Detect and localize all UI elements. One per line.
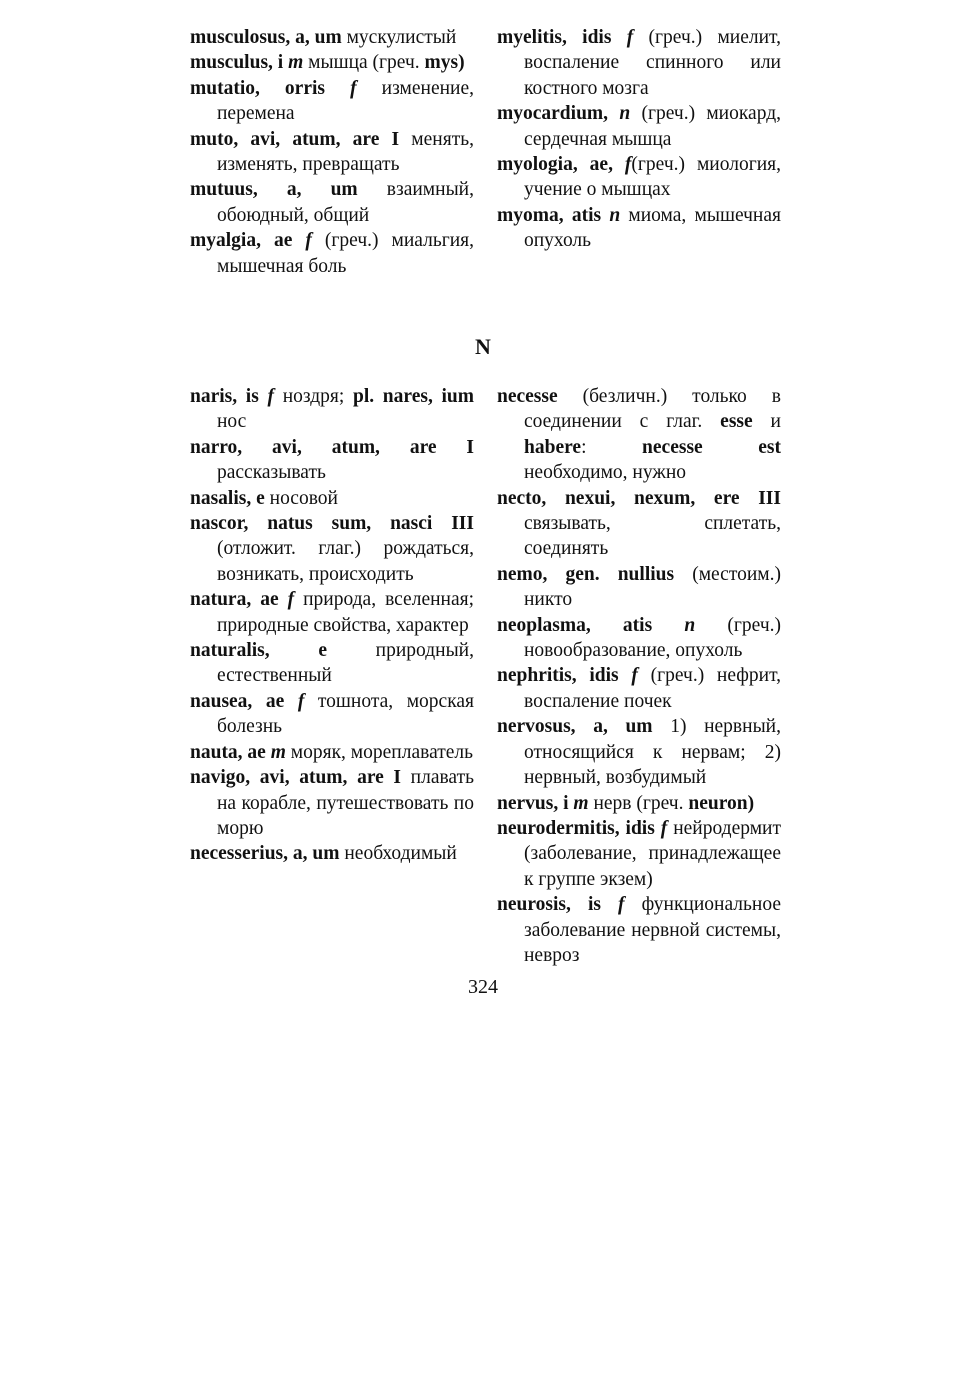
entry-definition: ноздря; bbox=[274, 386, 353, 407]
entry-definition: природа, вселенная; природные свойства, характер bbox=[217, 589, 475, 636]
entry-definition: (греч.) миальгия, мышечная боль bbox=[217, 230, 475, 277]
dictionary-entry bbox=[497, 562, 781, 613]
entry-bold-term: habere bbox=[524, 436, 582, 458]
entry-headword: nausea, ae bbox=[190, 690, 285, 712]
entry-headword: naris, is bbox=[190, 386, 259, 407]
entry-definition: моряк, мореплаватель bbox=[285, 741, 474, 763]
entry-headword: nervosus, a, um bbox=[497, 716, 653, 738]
page-number: 324 bbox=[468, 976, 498, 998]
entry-definition: изменение, перемена bbox=[217, 77, 475, 125]
entry-definition: мускулистый bbox=[341, 27, 457, 48]
entry-definition: (греч.) миология, учение о мышцах bbox=[524, 154, 781, 201]
entry-definition: 1) нервный, относящийся к нервам; 2) нервный, возбудимый bbox=[524, 716, 781, 789]
entry-headword: muto, avi, atum, are I bbox=[190, 128, 400, 150]
column-left-bottom bbox=[190, 384, 474, 867]
entry-definition: менять, изменять, превращать bbox=[217, 128, 474, 176]
entry-gender: f bbox=[626, 27, 634, 48]
section-letter: N bbox=[475, 334, 491, 359]
entry-definition: плавать на корабле, путешествовать по морю bbox=[217, 767, 474, 839]
entry-definition: (греч.) нефрит, воспаление почек bbox=[524, 665, 781, 712]
entry-definition: необходимый bbox=[339, 843, 457, 865]
entry-headword: musculus, i bbox=[190, 52, 284, 74]
column-right-top bbox=[497, 25, 781, 254]
entry-gender: f bbox=[287, 589, 295, 611]
dictionary-entry bbox=[190, 50, 474, 75]
entry-gender: f bbox=[267, 386, 275, 407]
entry-headword: nephritis, idis bbox=[497, 665, 619, 687]
dictionary-entry bbox=[190, 587, 474, 638]
entry-gender: f bbox=[618, 894, 625, 916]
dictionary-entry bbox=[190, 841, 474, 866]
dictionary-entry bbox=[497, 25, 781, 101]
dictionary-entry bbox=[497, 791, 781, 816]
entry-definition: взаимный, обоюдный, общий bbox=[217, 179, 474, 226]
entry-headword: neoplasma, atis bbox=[497, 614, 653, 636]
entry-bold-term: mys) bbox=[424, 52, 465, 74]
dictionary-entry bbox=[497, 152, 781, 203]
entry-definition: носовой bbox=[264, 487, 338, 509]
entry-headword: neurodermitis, idis bbox=[497, 817, 655, 839]
dictionary-entry bbox=[497, 816, 781, 892]
dictionary-entry bbox=[497, 486, 781, 562]
dictionary-entry bbox=[190, 384, 474, 435]
entry-gender: m bbox=[288, 52, 304, 74]
entry-headword: mutatio, orris bbox=[190, 77, 326, 99]
entry-gender: n bbox=[684, 614, 696, 636]
entry-bold-term: pl. nares, ium bbox=[352, 386, 475, 407]
dictionary-entry bbox=[190, 638, 474, 689]
dictionary-entry bbox=[190, 228, 474, 279]
dictionary-entry bbox=[190, 689, 474, 740]
dictionary-entry bbox=[190, 740, 474, 765]
entry-gender: n bbox=[619, 103, 631, 125]
entry-definition: (греч.) миокард, сердечная мышца bbox=[524, 103, 781, 150]
entry-headword: neurosis, is bbox=[497, 894, 601, 916]
dictionary-entry bbox=[497, 714, 781, 790]
dictionary-entry bbox=[190, 511, 474, 587]
entry-headword: nauta, ae bbox=[190, 741, 266, 763]
entry-definition: (греч.) миелит, воспаление спинного или костного мозга bbox=[524, 27, 781, 99]
entry-gender: f bbox=[660, 817, 668, 839]
entry-headword: nascor, natus sum, nasci III bbox=[190, 513, 474, 535]
entry-definition: связывать, сплетать, соединять bbox=[524, 513, 781, 560]
entry-definition: (безличн.) только в соединении с глаг. bbox=[524, 386, 781, 433]
entry-headword: necto, nexui, nexum, ere III bbox=[497, 487, 781, 509]
entry-definition: рассказывать bbox=[217, 462, 326, 484]
entry-bold-term: neuron) bbox=[688, 792, 755, 814]
entry-headword: nervus, i bbox=[497, 792, 569, 814]
entry-gender: f bbox=[624, 154, 632, 176]
entry-headword: nemo, gen. nullius bbox=[497, 563, 675, 585]
entry-definition: (местоим.) никто bbox=[524, 563, 781, 611]
entry-gender: n bbox=[609, 204, 621, 226]
entry-headword: mutuus, a, um bbox=[190, 179, 358, 201]
dictionary-entry bbox=[497, 101, 781, 152]
entry-definition: функциональное заболевание нервной системы, невроз bbox=[524, 894, 781, 966]
entry-headword: navigo, avi, atum, are I bbox=[190, 767, 402, 789]
entry-definition: нерв (греч. bbox=[588, 792, 689, 814]
entry-gender: f bbox=[350, 77, 357, 99]
dictionary-entry bbox=[190, 127, 474, 178]
entry-gender: m bbox=[573, 792, 589, 814]
dictionary-entry bbox=[190, 177, 474, 228]
entry-definition: нейродермит (заболевание, принадлежащее к группе экзем) bbox=[524, 817, 782, 890]
dictionary-entry bbox=[497, 384, 781, 486]
entry-definition: и bbox=[752, 411, 781, 433]
entry-bold-term: esse bbox=[720, 411, 753, 433]
dictionary-entry bbox=[190, 25, 474, 50]
entry-headword: myocardium, bbox=[497, 103, 609, 125]
entry-definition: миома, мышечная опухоль bbox=[524, 204, 781, 252]
entry-headword: nasalis, e bbox=[190, 487, 265, 509]
entry-headword: necesserius, a, um bbox=[190, 843, 340, 865]
entry-bold-term: necesse est bbox=[642, 436, 781, 458]
entry-headword: natura, ae bbox=[190, 589, 279, 611]
entry-definition: природный, естественный bbox=[217, 640, 474, 687]
entry-definition: (отложит. глаг.) рождаться, возникать, происходить bbox=[217, 538, 474, 585]
entry-headword: myologia, ae, bbox=[497, 154, 613, 176]
dictionary-entry bbox=[190, 765, 474, 841]
entry-gender: f bbox=[297, 690, 305, 712]
dictionary-entry bbox=[497, 663, 781, 714]
entry-gender: m bbox=[270, 741, 286, 763]
entry-headword: myoma, atis bbox=[497, 204, 602, 226]
dictionary-entry bbox=[190, 486, 474, 511]
entry-definition: нос bbox=[217, 411, 247, 433]
entry-headword: myelitis, idis bbox=[497, 27, 612, 48]
entry-definition: мышца (греч. bbox=[303, 52, 425, 74]
entry-headword: musculosus, a, um bbox=[190, 27, 342, 48]
entry-definition: необходимо, нужно bbox=[524, 462, 686, 484]
entry-headword: myalgia, ae bbox=[190, 230, 293, 252]
entry-gender: f bbox=[305, 230, 312, 252]
entry-headword: narro, avi, atum, are I bbox=[190, 436, 474, 458]
dictionary-entry bbox=[190, 435, 474, 486]
entry-definition: : bbox=[581, 436, 643, 458]
dictionary-entry bbox=[190, 76, 474, 127]
entry-definition: (греч.) новообразование, опухоль bbox=[524, 614, 781, 662]
entry-definition: тошнота, морская болезнь bbox=[217, 690, 475, 738]
dictionary-entry bbox=[497, 203, 781, 254]
dictionary-entry bbox=[497, 892, 781, 968]
entry-headword: necesse bbox=[497, 386, 558, 407]
entry-headword: naturalis, e bbox=[190, 640, 327, 662]
entry-gender: f bbox=[631, 665, 638, 687]
dictionary-entry bbox=[497, 613, 781, 664]
column-right-bottom bbox=[497, 384, 781, 968]
column-left-top bbox=[190, 25, 474, 279]
